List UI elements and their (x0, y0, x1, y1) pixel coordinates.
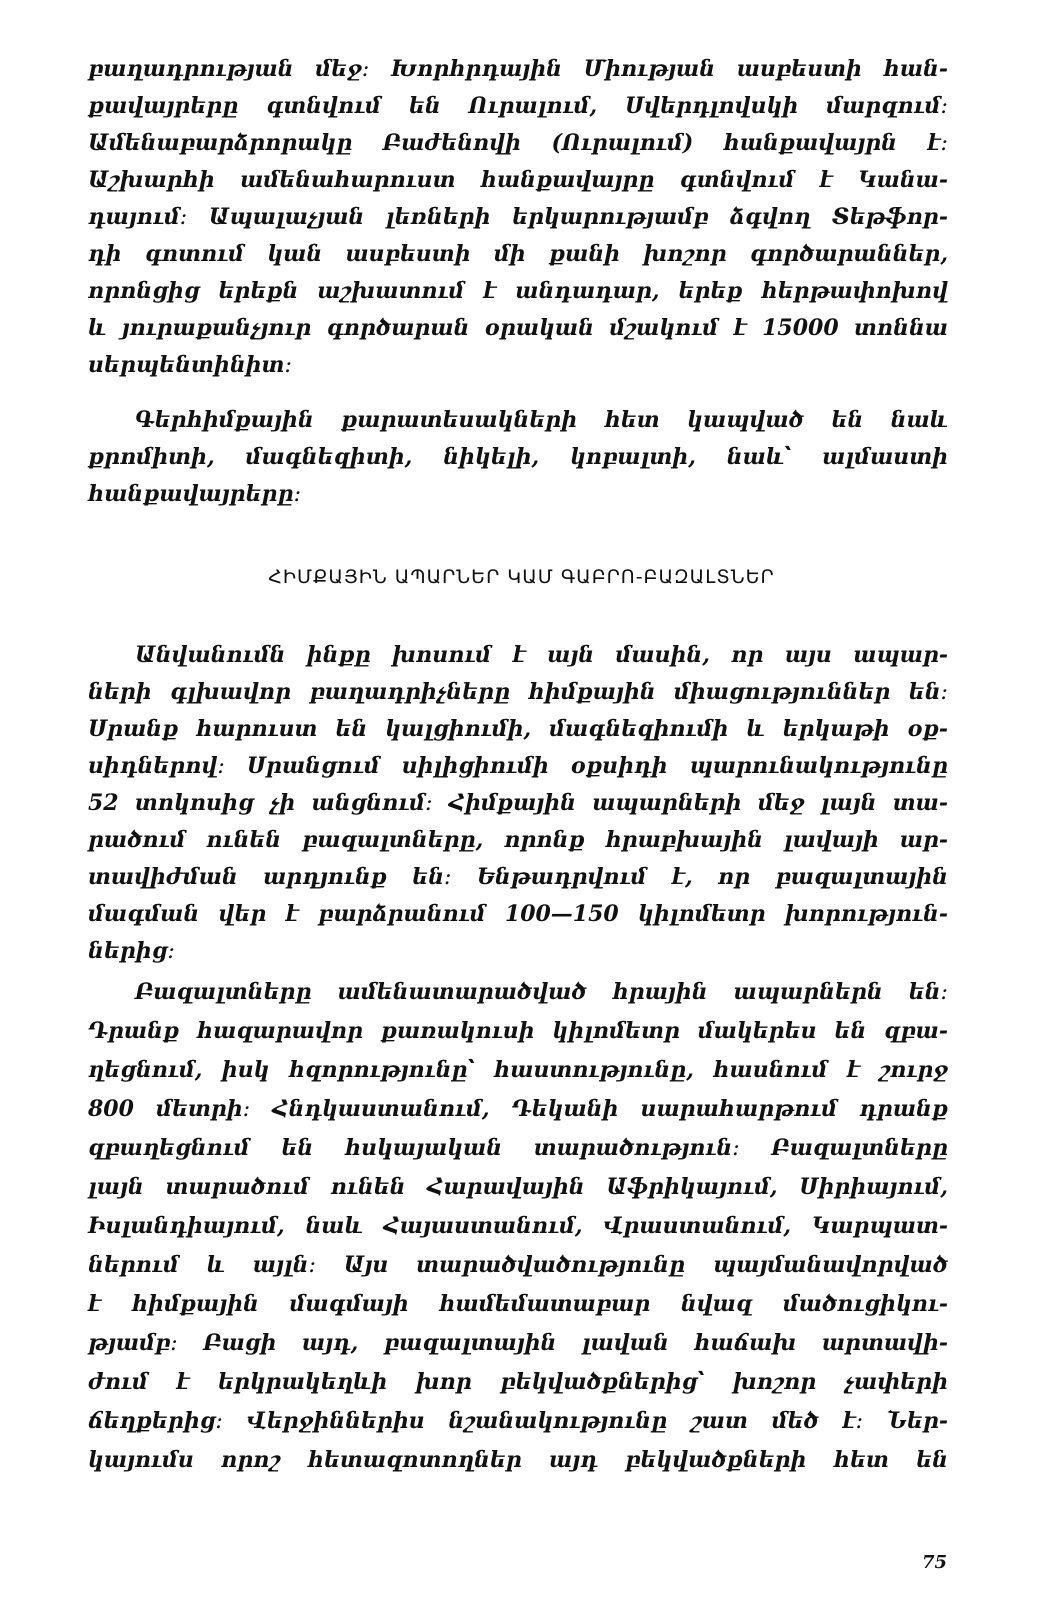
text-line: հանքավայրերը։ (88, 481, 302, 507)
text-line: զբաղեցնում են հսկայական տարածություն։ Բազալտները (88, 1135, 948, 1161)
text-line: 52 տոկոսից չի անցնում։ Հիմքային ապարների մեջ լայն տա- (88, 790, 948, 816)
text-line: լայն տարածում ունեն Հարավային Աֆրիկայում, Սիրիայում, (88, 1174, 948, 1200)
text-line: ճեղքերից։ Վերջիններիս նշանակությունը շատ մեծ է։ Ներ- (88, 1408, 948, 1434)
text-line: սերպենտինիտ։ (88, 352, 292, 378)
section-heading: ՀԻՄՔԱՅԻՆ ԱՊԱՐՆԵՐ ԿԱՄ ԳԱԲՐՈ-ԲԱԶԱԼՏՆԵՐ (268, 566, 775, 588)
text-line: քավայրերը գտնվում են Ուրալում, Սվերդլովսկի մարզում։ (88, 93, 948, 119)
text-line: կայումս որոշ հետազոտողներ այդ բեկվածքների հետ են (88, 1447, 948, 1473)
text-line: Դրանք հազարավոր քառակուսի կիլոմետր մակերես են զբա- (88, 1018, 948, 1044)
text-line: Ամենաբարձրորակը Բաժենովի (Ուրալում) հանքավայրն է։ (88, 130, 948, 156)
text-line: Անվանումն ինքը խոսում է այն մասին, որ այս ապար- (135, 642, 948, 668)
text-line: ժում է երկրակեղևի խոր բեկվածքներից՝ խոշոր չափերի (88, 1369, 948, 1395)
text-line: ներից։ (88, 938, 175, 964)
text-line: որոնցից երեքն աշխատում է անդադար, երեք հերթափոխով (88, 278, 948, 304)
text-line: Աշխարհի ամենահարուստ հանքավայրը գտնվում է Կանա- (88, 167, 948, 193)
text-line: Բազալտները ամենատարածված հրային ապարներն են։ (135, 979, 948, 1005)
text-line: բաղադրության մեջ։ Խորհրդային Միության ասբեստի հան- (88, 56, 948, 82)
text-line: ներում և այլն։ Այս տարածվածությունը պայմանավորված (88, 1252, 948, 1278)
text-line: սիդներով։ Սրանցում սիլիցիումի օքսիդի պարունակությունը (88, 753, 948, 779)
text-line: 800 մետրի։ Հնդկաստանում, Դեկանի սարահարթում դրանք (88, 1096, 948, 1122)
text-line: մագման վեր է բարձրանում 100—150 կիլոմետր խորություն- (88, 901, 948, 927)
text-line: տավիժման արդյունք են։ Ենթադրվում է, որ բազալտային (88, 864, 948, 890)
text-line: ղեցնում, իսկ հզորությունը՝ հաստությունը, հասնում է շուրջ (88, 1057, 948, 1083)
text-line: դի գոտում կան ասբեստի մի քանի խոշոր գործարաններ, (88, 241, 948, 267)
text-line: դայում։ Ապալաչյան լեռների երկարությամբ ձգվող Տեթֆոր- (88, 204, 948, 230)
text-line: Գերհիմքային քարատեսակների հետ կապված են նաև (135, 407, 948, 433)
page-number: 75 (921, 1552, 947, 1573)
text-line: ների գլխավոր բաղադրիչները հիմքային միացություններ են։ (88, 679, 948, 705)
text-line: Իսլանդիայում, նաև Հայաստանում, Վրաստանում, Կարպատ- (88, 1213, 948, 1239)
text-line: Սրանք հարուստ են կալցիումի, մագնեզիումի և երկաթի օք- (88, 716, 948, 742)
text-line: և յուրաքանչյուր գործարան օրական մշակում է 15000 տոննա (88, 315, 948, 341)
text-line: է հիմքային մագմայի համեմատաբար նվազ մածուցիկու- (88, 1291, 948, 1317)
text-line: րածում ունեն բազալտները, որոնք հրաբխային լավայի ար- (88, 827, 948, 853)
text-line: քրոմիտի, մագնեզիտի, նիկելի, կոբալտի, նաև՝ ալմաստի (88, 444, 948, 470)
text-line: թյամբ։ Բացի այդ, բազալտային լավան հաճախ արտավի- (88, 1330, 948, 1356)
